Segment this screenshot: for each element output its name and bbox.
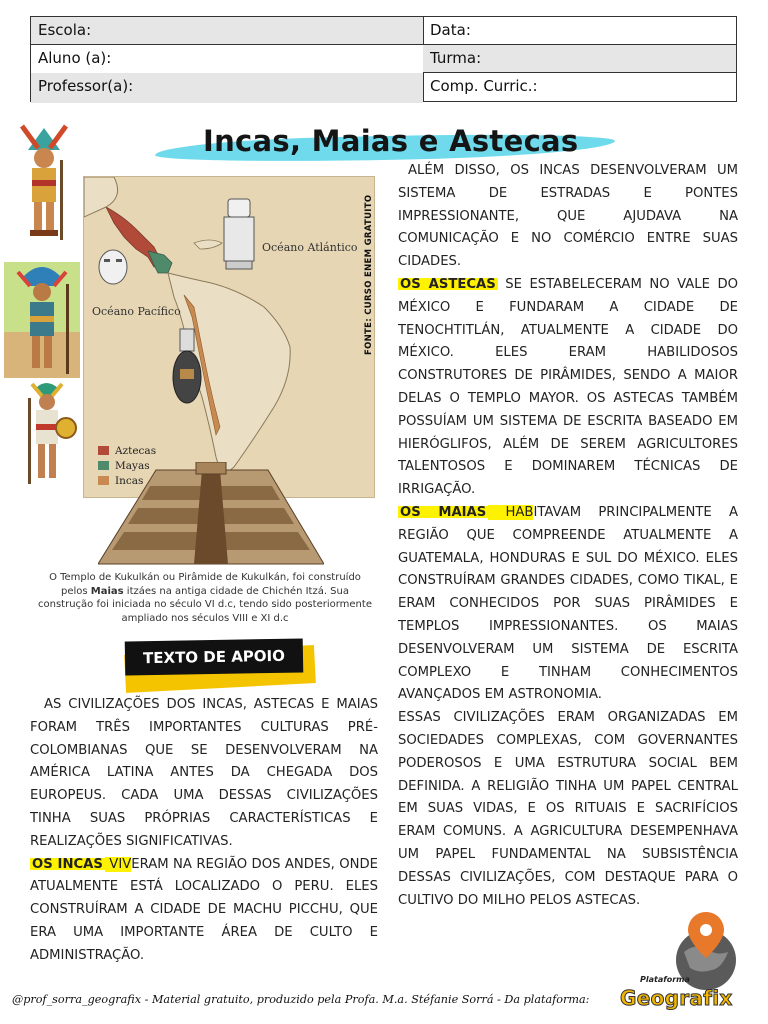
- legend-item-mayas: Mayas: [98, 458, 156, 473]
- curriculum-field[interactable]: Comp. Curric.:: [430, 77, 538, 95]
- class-field[interactable]: Turma:: [423, 45, 736, 73]
- left-paragraph-1: AS CIVILIZAÇÕES DOS INCAS, ASTECAS E MAIAS FORAM TRÊS IMPORTANTES CULTURAS PRÉ-COLOMBIANAS QUE SE DESENVOLVERAM NA AMÉRICA LATINA ANTES DA CHEGADA DOS EUROPEUS. CADA UMA DESSAS CIVILIZAÇÕES TINHA SUAS PRÓPRIAS CARACTERÍSTICAS E REALIZAÇÕES SIGNIFICATIVAS.: [30, 697, 378, 849]
- maias-highlight: OS MAIAS: [400, 504, 487, 520]
- date-field[interactable]: Data:: [423, 17, 736, 45]
- logo-wordmark[interactable]: Geografix: [620, 986, 733, 1010]
- inca-warrior-figure: [14, 378, 80, 490]
- right-text-column: [398, 160, 738, 912]
- aztec-statue-icon: [220, 193, 258, 271]
- atlantic-label: Océano Atlántico: [262, 241, 358, 254]
- astecas-highlight: OS ASTECAS: [400, 276, 496, 292]
- support-text-banner: TEXTO DE APOIO: [125, 638, 304, 675]
- student-field[interactable]: Aluno (a):: [38, 49, 112, 67]
- right-paragraph-4: ESSAS CIVILIZAÇÕES ERAM ORGANIZADAS EM SOCIEDADES COMPLEXAS, COM GOVERNANTES PODEROSOS E UMA ESTRUTURA SOCIAL BEM DEFINIDA. A RELIGIÃO TINHA UM PAPEL CENTRAL EM SUAS VIDAS, E OS RITUAIS E SACRIFÍCIOS ERAM COMUNS. A AGRICULTURA DESEMPENHAVA UM PAPEL FUNDAMENTAL NA SUBSISTÊNCIA DESSAS CIVILIZAÇÕES, COM DESTAQUE PARA O CULTIVO DO MILHO PELOS ASTECAS.: [398, 710, 738, 908]
- americas-map: [83, 176, 375, 498]
- aztec-warrior-figure: [8, 120, 80, 248]
- maya-head-icon: [96, 247, 130, 287]
- page-title: Incas, Maias e Astecas: [203, 124, 579, 158]
- pacific-label: Océano Pacífico: [92, 305, 181, 318]
- left-text-column: [30, 694, 378, 968]
- header-left-column: [31, 17, 424, 101]
- teacher-field[interactable]: Professor(a):: [31, 73, 423, 103]
- maya-warrior-figure: [4, 262, 80, 378]
- school-field[interactable]: Escola:: [31, 17, 423, 45]
- inca-vessel-icon: [170, 327, 204, 411]
- legend-item-aztecas: Aztecas: [98, 443, 156, 458]
- incas-highlight: OS INCAS: [32, 856, 103, 872]
- header-right-column: [423, 17, 736, 101]
- pyramid-caption: O Templo de Kukulkán ou Pirâmide de Kukulkán, foi construído pelos Maias itzáes na antiga cidade de Chichén Itzá. Sua construção foi iniciada no século VI d.c, tendo sido posteriormente ampliado nos séculos VIII e XI d.c: [38, 572, 372, 624]
- kukulkan-pyramid-image: [98, 462, 324, 566]
- header-table: [30, 16, 737, 102]
- footer-credit: @prof_sorra_geografix - Material gratuito, produzido pela Profa. M.a. Stéfanie Sorrá - Da plataforma:: [12, 993, 590, 1006]
- map-credit: FONTE: CURSO ENEM GRATUITO: [364, 194, 374, 355]
- right-paragraph-2: OS ASTECAS SE ESTABELECERAM NO VALE DO MÉXICO E FUNDARAM A CIDADE DE TENOCHTITLÁN, ATUALMENTE A CIDADE DO MÉXICO. ELES ERAM HABILIDOSOS CONSTRUTORES DE PIRÂMIDES, SENDO A MAIOR DELAS O TEMPLO MAYOR. OS ASTECAS TAMBÉM POSSUÍAM UM SISTEMA DE ESCRITA BASEADO EM HIERÓGLIFOS, ALÉM DE SEREM AGRICULTORES TALENTOSOS E DOMINAREM TÉCNICAS DE IRRIGAÇÃO.: [398, 276, 739, 498]
- right-paragraph-1: ALÉM DISSO, OS INCAS DESENVOLVERAM UM SISTEMA DE ESTRADAS E PONTES IMPRESSIONANTE, QUE AJUDAVA NA COMUNICAÇÃO E NO COMÉRCIO ENTRE SUAS CIDADES.: [398, 163, 738, 270]
- left-paragraph-2: OS INCAS VIVERAM NA REGIÃO DOS ANDES, ONDE ATUALMENTE ESTÁ LOCALIZADO O PERU. ELES CONSTRUÍRAM A CIDADE DE MACHU PICCHU, QUE ERA UMA IMPORTANTE ÁREA DE CULTO E ADMINISTRAÇÃO.: [30, 856, 378, 963]
- right-paragraph-3: OS MAIAS HABITAVAM PRINCIPALMENTE A REGIÃO QUE COMPREENDE ATUALMENTE A GUATEMALA, HONDURAS E SUL DO MÉXICO. ELES CONSTRUÍRAM GRANDES CIDADES, COMO TIKAL, E ERAM CONHECIDOS POR SUAS PIRÂMIDES E TEMPLOS IMPRESSIONANTES. OS MAIAS DESENVOLVERAM UM SISTEMA DE ESCRITA COMPLEXO E TINHAM CONHECIMENTOS AVANÇADOS EM ASTRONOMIA.: [398, 504, 738, 703]
- legend-item-incas: Incas: [98, 473, 156, 488]
- logo-platform-label: Plataforma: [640, 975, 690, 984]
